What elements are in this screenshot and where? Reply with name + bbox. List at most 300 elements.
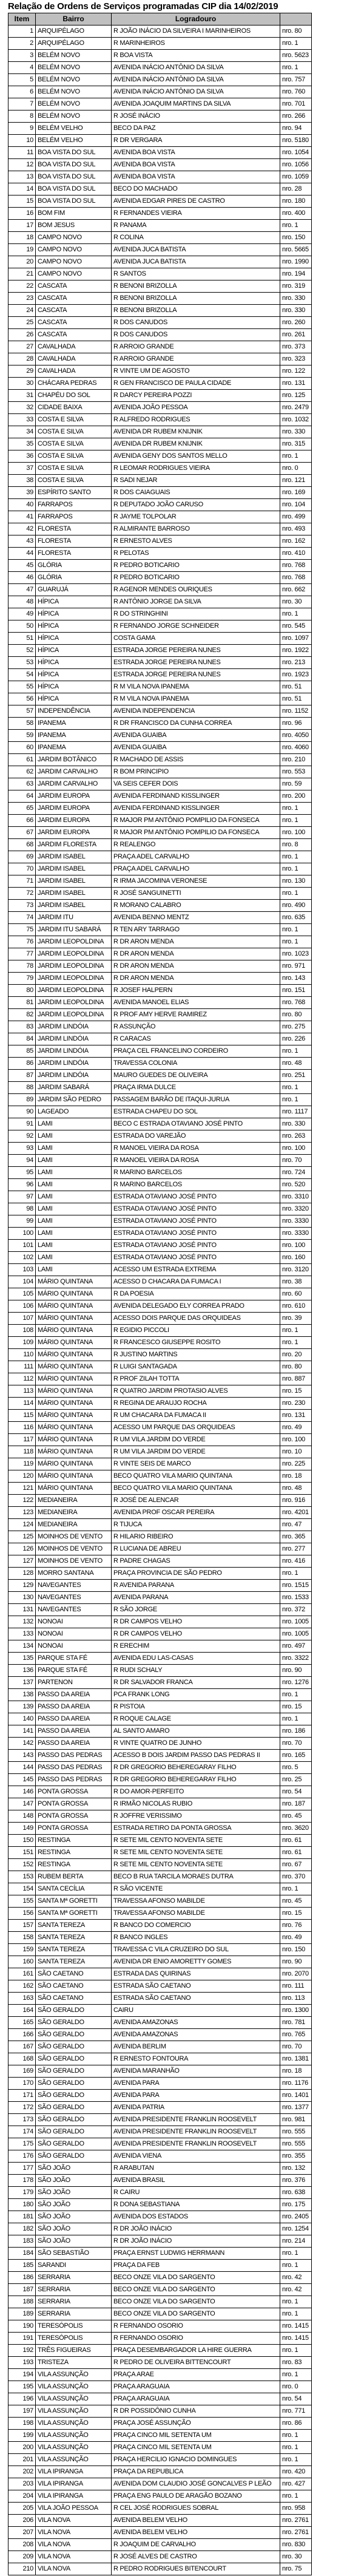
table-row [8, 86, 312, 98]
logradouro-cell: R DR VERGARA [112, 135, 280, 147]
logradouro-cell: PRAÇA ADEL CARVALHO [112, 863, 280, 875]
nro-cell: nro. 916 [280, 1495, 312, 1507]
bairro-cell: SANTA TEREZA [36, 1956, 112, 1968]
bairro-cell: HÍPICA [36, 596, 112, 608]
table-row [8, 608, 312, 620]
logradouro-cell: R REALENGO [112, 839, 280, 851]
bairro-cell: MOINHOS DE VENTO [36, 1543, 112, 1555]
logradouro-cell: R MACHADO DE ASSIS [112, 754, 280, 766]
item-cell: 203 [8, 2478, 36, 2490]
logradouro-cell: R PROF AMY HERVE RAMIREZ [112, 1009, 280, 1021]
nro-cell: nro. 47 [280, 1519, 312, 1531]
item-cell: 104 [8, 1276, 36, 1288]
nro-cell: nro. 1 [280, 38, 312, 50]
table-row [8, 1422, 312, 1434]
nro-cell: nro. 48 [280, 1058, 312, 1070]
logradouro-cell: R DR GREGORIO BEHEREGARAY FILHO [112, 1774, 280, 1786]
item-cell: 173 [8, 2114, 36, 2126]
logradouro-cell: R M VILA NOVA IPANEMA [112, 681, 280, 693]
logradouro-cell: AVENIDA DOM CLAUDIO JOSÉ GONCALVES P LEÃO [112, 2478, 280, 2490]
nro-cell: nro. 42 [280, 2284, 312, 2296]
logradouro-cell: AVENIDA JUCA BATISTA [112, 244, 280, 256]
bairro-cell: VILA NOVA [36, 2551, 112, 2563]
bairro-cell: JARDIM LEOPOLDINA [36, 960, 112, 973]
item-cell: 17 [8, 220, 36, 232]
bairro-cell: JARDIM LINDÓIA [36, 1058, 112, 1070]
bairro-cell: NAVEGANTES [36, 1604, 112, 1616]
table-row [8, 1786, 312, 1798]
bairro-cell: LAMI [36, 1167, 112, 1179]
table-row [8, 2017, 312, 2029]
nro-cell: nro. 1 [280, 2490, 312, 2503]
nro-cell: nro. 151 [280, 985, 312, 997]
logradouro-cell: BECO QUATRO VILA MARIO QUINTANA [112, 1470, 280, 1483]
nro-cell: nro. 490 [280, 900, 312, 912]
nro-cell: nro. 226 [280, 1033, 312, 1045]
table-row [8, 2078, 312, 2090]
nro-cell: nro. 59 [280, 778, 312, 790]
bairro-cell: MÁRIO QUINTANA [36, 1276, 112, 1288]
table-row [8, 2248, 312, 2260]
nro-cell: nro. 768 [280, 997, 312, 1009]
logradouro-cell: AVENIDA MANOEL ELIAS [112, 997, 280, 1009]
bairro-cell: BELÉM NOVO [36, 62, 112, 74]
nro-cell: nro. 4060 [280, 742, 312, 754]
nro-cell: nro. 132 [280, 2163, 312, 2175]
table-row [8, 1738, 312, 1750]
bairro-cell: LAMI [36, 1203, 112, 1215]
item-cell: 63 [8, 778, 36, 790]
table-row [8, 2503, 312, 2515]
logradouro-cell: TRAVESSA C VILA CRUZEIRO DO SUL [112, 1944, 280, 1956]
nro-cell: nro. 1 [280, 1883, 312, 1895]
nro-cell: nro. 96 [280, 718, 312, 730]
logradouro-cell: R IRMÃO NICOLAS RUBIO [112, 1798, 280, 1810]
logradouro-cell: ESTRADA RETIRO DA PONTA GROSSA [112, 1823, 280, 1835]
logradouro-cell: R TIJUCA [112, 1519, 280, 1531]
table-row [8, 2478, 312, 2490]
item-cell: 69 [8, 851, 36, 863]
logradouro-cell: R FERNANDO OSORIO [112, 2320, 280, 2333]
logradouro-cell: R DR ARON MENDA [112, 936, 280, 948]
item-cell: 57 [8, 705, 36, 718]
item-cell: 130 [8, 1592, 36, 1604]
bairro-cell: FLORESTA [36, 523, 112, 535]
table-row [8, 669, 312, 681]
nro-cell: nro. 30 [280, 2551, 312, 2563]
bairro-cell: VILA ASSUNÇÃO [36, 2418, 112, 2430]
logradouro-cell: PRAÇA HERCILIO IGNACIO DOMINGUES [112, 2454, 280, 2466]
bairro-cell: HÍPICA [36, 608, 112, 620]
bairro-cell: VILA NOVA [36, 2527, 112, 2539]
bairro-cell: BELÉM VELHO [36, 135, 112, 147]
logradouro-cell: R BENONI BRIZOLLA [112, 293, 280, 305]
item-cell: 147 [8, 1798, 36, 1810]
bairro-cell: CASCATA [36, 329, 112, 341]
table-row [8, 2515, 312, 2527]
bairro-cell: VILA NOVA [36, 2539, 112, 2551]
nro-cell: nro. 1176 [280, 2078, 312, 2090]
table-row [8, 256, 312, 268]
item-cell: 59 [8, 730, 36, 742]
nro-cell: nro. 20 [280, 1349, 312, 1361]
bairro-cell: JARDIM LINDÓIA [36, 1021, 112, 1033]
item-cell: 117 [8, 1434, 36, 1446]
logradouro-cell: R ARABUTAN [112, 2163, 280, 2175]
table-row [8, 208, 312, 220]
table-row [8, 1288, 312, 1300]
nro-cell: nro. 400 [280, 208, 312, 220]
nro-cell: nro. 3330 [280, 1228, 312, 1240]
table-row [8, 1410, 312, 1422]
bairro-cell: CAVALHADA [36, 365, 112, 378]
nro-cell: nro. 2761 [280, 2527, 312, 2539]
table-row [8, 2296, 312, 2308]
logradouro-cell: PRAÇA DESEMBARGADOR LA HIRE GUERRA [112, 2345, 280, 2357]
bairro-cell: SÃO GERALDO [36, 2005, 112, 2017]
logradouro-cell: AVENIDA BRASIL [112, 2175, 280, 2187]
logradouro-cell: TRAVESSA AFONSO MABILDE [112, 1895, 280, 1908]
item-cell: 171 [8, 2090, 36, 2102]
table-row [8, 718, 312, 730]
table-row [8, 633, 312, 645]
item-cell: 3 [8, 50, 36, 62]
logradouro-cell: AVENIDA INÁCIO ANTÔNIO DA SILVA [112, 86, 280, 98]
nro-cell: nro. 122 [280, 365, 312, 378]
logradouro-cell: R UM VILA JARDIM DO VERDE [112, 1434, 280, 1446]
nro-cell: nro. 1415 [280, 2333, 312, 2345]
bairro-cell: SÃO CAETANO [36, 1993, 112, 2005]
logradouro-cell: R DEPUTADO JOÃO CARUSO [112, 499, 280, 511]
nro-cell: nro. 499 [280, 511, 312, 523]
bairro-cell: HÍPICA [36, 620, 112, 633]
header-row [8, 13, 312, 25]
bairro-cell: MÁRIO QUINTANA [36, 1458, 112, 1470]
bairro-cell: VILA ASSUNÇÃO [36, 2369, 112, 2381]
bairro-cell: TRÊS FIGUEIRAS [36, 2345, 112, 2357]
table-row [8, 815, 312, 827]
bairro-cell: CASCATA [36, 317, 112, 329]
item-cell: 159 [8, 1944, 36, 1956]
table-row [8, 2551, 312, 2563]
logradouro-cell: AL SANTO AMARO [112, 1725, 280, 1738]
bairro-cell: SERRARIA [36, 2284, 112, 2296]
bairro-cell: SÃO JOÃO [36, 2163, 112, 2175]
bairro-cell: INDEPENDÊNCIA [36, 705, 112, 718]
service-orders-table [8, 13, 312, 2575]
table-row [8, 220, 312, 232]
item-cell: 111 [8, 1361, 36, 1373]
table-row [8, 2163, 312, 2175]
table-row [8, 1264, 312, 1276]
bairro-cell: MÁRIO QUINTANA [36, 1313, 112, 1325]
logradouro-cell: PRAÇA ARAGUAIA [112, 2393, 280, 2405]
item-cell: 151 [8, 1847, 36, 1859]
table-row [8, 657, 312, 669]
nro-cell: nro. 61 [280, 1847, 312, 1859]
nro-cell: nro. 10 [280, 1446, 312, 1458]
table-row [8, 365, 312, 378]
item-cell: 72 [8, 888, 36, 900]
bairro-cell: TERESÓPOLIS [36, 2320, 112, 2333]
logradouro-cell: R LEOMAR RODRIGUES VIEIRA [112, 463, 280, 475]
bairro-cell: JARDIM ISABEL [36, 888, 112, 900]
table-row [8, 1835, 312, 1847]
item-cell: 30 [8, 378, 36, 390]
bairro-cell: PASSO DA AREIA [36, 1701, 112, 1713]
nro-cell: nro. 54 [280, 2393, 312, 2405]
logradouro-cell: R DR CAMPOS VELHO [112, 1628, 280, 1640]
logradouro-cell: R BOA VISTA [112, 50, 280, 62]
item-cell: 134 [8, 1640, 36, 1653]
bairro-cell: VILA ASSUNÇÃO [36, 2442, 112, 2454]
table-row [8, 1604, 312, 1616]
bairro-cell: PARQUE STA FÉ [36, 1665, 112, 1677]
nro-cell: nro. 5 [280, 1762, 312, 1774]
table-row [8, 1568, 312, 1580]
table-row [8, 548, 312, 560]
table-row [8, 499, 312, 511]
nro-cell: nro. 1 [280, 2296, 312, 2308]
table-row [8, 2369, 312, 2381]
table-row [8, 232, 312, 244]
table-row [8, 438, 312, 450]
logradouro-cell: AVENIDA PARA [112, 2090, 280, 2102]
nro-cell: nro. 545 [280, 620, 312, 633]
table-row [8, 1349, 312, 1361]
nro-cell: nro. 330 [280, 305, 312, 317]
logradouro-cell: AVENIDA EDGAR PIRES DE CASTRO [112, 195, 280, 208]
bairro-cell: JARDIM LEOPOLDINA [36, 1009, 112, 1021]
nro-cell: nro. 355 [280, 2150, 312, 2163]
nro-cell: nro. 169 [280, 487, 312, 499]
nro-cell: nro. 5623 [280, 50, 312, 62]
logradouro-cell: BECO ONZE VILA DO SARGENTO [112, 2308, 280, 2320]
logradouro-cell: ESTRADA DO VAREJÃO [112, 1130, 280, 1143]
nro-cell: nro. 376 [280, 2175, 312, 2187]
item-cell: 177 [8, 2163, 36, 2175]
logradouro-cell: AVENIDA JUCA BATISTA [112, 256, 280, 268]
table-row [8, 2138, 312, 2150]
bairro-cell: FLORESTA [36, 535, 112, 548]
bairro-cell: MÁRIO QUINTANA [36, 1361, 112, 1373]
logradouro-cell: R VINTE SEIS DE MARCO [112, 1458, 280, 1470]
logradouro-cell: PASSAGEM BARÃO DE ITAQUI-JURUA [112, 1094, 280, 1106]
bairro-cell: CAMPO NOVO [36, 232, 112, 244]
column-header-bairro: Bairro [36, 13, 112, 25]
table-row [8, 1725, 312, 1738]
table-row [8, 1993, 312, 2005]
bairro-cell: SÃO GERALDO [36, 2029, 112, 2041]
bairro-cell: ESPÍRITO SANTO [36, 487, 112, 499]
item-cell: 74 [8, 912, 36, 924]
logradouro-cell: R PEDRO BOTICARIO [112, 572, 280, 584]
bairro-cell: FARRAPOS [36, 511, 112, 523]
bairro-cell: PONTA GROSSA [36, 1823, 112, 1835]
table-row [8, 1543, 312, 1555]
bairro-cell: MEDIANEIRA [36, 1495, 112, 1507]
table-row [8, 1215, 312, 1228]
bairro-cell: COSTA E SILVA [36, 438, 112, 450]
table-row [8, 110, 312, 123]
table-row [8, 1701, 312, 1713]
bairro-cell: HÍPICA [36, 633, 112, 645]
logradouro-cell: R DR JOÃO INÁCIO [112, 2223, 280, 2235]
logradouro-cell: PRAÇA DA FEB [112, 2260, 280, 2272]
item-cell: 33 [8, 414, 36, 426]
bairro-cell: JARDIM LINDÓIA [36, 1045, 112, 1058]
nro-cell: nro. 1023 [280, 948, 312, 960]
nro-cell: nro. 214 [280, 2235, 312, 2248]
bairro-cell: SÃO CAETANO [36, 1980, 112, 1993]
item-cell: 49 [8, 608, 36, 620]
logradouro-cell: AVENIDA DR RUBEM KNIJNIK [112, 426, 280, 438]
logradouro-cell: R BENONI BRIZOLLA [112, 280, 280, 293]
bairro-cell: BOA VISTA DO SUL [36, 171, 112, 183]
table-row [8, 1045, 312, 1058]
nro-cell: nro. 125 [280, 390, 312, 402]
logradouro-cell: AVENIDA DR ENIO AMORETTY GOMES [112, 1956, 280, 1968]
nro-cell: nro. 18 [280, 1470, 312, 1483]
logradouro-cell: R SADI NEJAR [112, 475, 280, 487]
nro-cell: nro. 1117 [280, 1106, 312, 1118]
bairro-cell: NAVEGANTES [36, 1592, 112, 1604]
logradouro-cell: R LUCIANA DE ABREU [112, 1543, 280, 1555]
bairro-cell: LAMI [36, 1130, 112, 1143]
item-cell: 154 [8, 1883, 36, 1895]
table-row [8, 2333, 312, 2345]
nro-cell: nro. 160 [280, 1252, 312, 1264]
logradouro-cell: ESTRADA JORGE PEREIRA NUNES [112, 657, 280, 669]
table-row [8, 1495, 312, 1507]
table-row [8, 2187, 312, 2199]
bairro-cell: GLÓRIA [36, 572, 112, 584]
nro-cell: nro. 373 [280, 341, 312, 353]
item-cell: 79 [8, 973, 36, 985]
item-cell: 188 [8, 2296, 36, 2308]
bairro-cell: BOM JESUS [36, 220, 112, 232]
nro-cell: nro. 1 [280, 1337, 312, 1349]
nro-cell: nro. 131 [280, 378, 312, 390]
item-cell: 29 [8, 365, 36, 378]
nro-cell: nro. 555 [280, 2138, 312, 2150]
logradouro-cell: R REGINA DE ARAUJO ROCHA [112, 1398, 280, 1410]
item-cell: 126 [8, 1543, 36, 1555]
item-cell: 178 [8, 2175, 36, 2187]
nro-cell: nro. 724 [280, 1167, 312, 1179]
logradouro-cell: R DARCY PEREIRA POZZI [112, 390, 280, 402]
bairro-cell: JARDIM LINDÓIA [36, 1033, 112, 1045]
table-row [8, 1920, 312, 1932]
item-cell: 71 [8, 875, 36, 888]
table-row [8, 402, 312, 414]
item-cell: 131 [8, 1604, 36, 1616]
table-row [8, 1555, 312, 1568]
item-cell: 35 [8, 438, 36, 450]
nro-cell: nro. 180 [280, 195, 312, 208]
table-row [8, 1325, 312, 1337]
logradouro-cell: PRAÇA ERNST LUDWIG HERRMANN [112, 2248, 280, 2260]
logradouro-cell: AVENIDA DELEGADO ELY CORREA PRADO [112, 1300, 280, 1313]
item-cell: 193 [8, 2357, 36, 2369]
bairro-cell: SÃO CAETANO [36, 1968, 112, 1980]
logradouro-cell: PRAÇA CEL FRANCELINO CORDEIRO [112, 1045, 280, 1058]
item-cell: 5 [8, 74, 36, 86]
table-row [8, 560, 312, 572]
item-cell: 152 [8, 1859, 36, 1871]
item-cell: 161 [8, 1968, 36, 1980]
logradouro-cell: R IRMA JACOMINA VERONESE [112, 875, 280, 888]
bairro-cell: CHÁCARA PEDRAS [36, 378, 112, 390]
item-cell: 1 [8, 25, 36, 38]
bairro-cell: LAMI [36, 1191, 112, 1203]
nro-cell: nro. 1 [280, 803, 312, 815]
table-row [8, 1033, 312, 1045]
logradouro-cell: TRAVESSA COLONIA [112, 1058, 280, 1070]
table-row [8, 1118, 312, 1130]
bairro-cell: HÍPICA [36, 645, 112, 657]
nro-cell: nro. 1005 [280, 1628, 312, 1640]
item-cell: 118 [8, 1446, 36, 1458]
table-row [8, 2490, 312, 2503]
item-cell: 199 [8, 2430, 36, 2442]
table-row [8, 353, 312, 365]
bairro-cell: BELÉM VELHO [36, 123, 112, 135]
item-cell: 62 [8, 766, 36, 778]
nro-cell: nro. 370 [280, 1871, 312, 1883]
logradouro-cell: R PEDRO DE OLIVEIRA BITTENCOURT [112, 2357, 280, 2369]
nro-cell: nro. 165 [280, 1750, 312, 1762]
item-cell: 78 [8, 960, 36, 973]
logradouro-cell: AVENIDA JOÃO PESSOA [112, 402, 280, 414]
nro-cell: nro. 958 [280, 2503, 312, 2515]
table-row [8, 1798, 312, 1810]
logradouro-cell: R JOÃO INÁCIO DA SILVEIRA I MARINHEIROS [112, 25, 280, 38]
nro-cell: nro. 194 [280, 268, 312, 280]
item-cell: 141 [8, 1725, 36, 1738]
bairro-cell: SERRARIA [36, 2272, 112, 2284]
bairro-cell: SÃO GERALDO [36, 2053, 112, 2065]
bairro-cell: SÃO GERALDO [36, 2041, 112, 2053]
bairro-cell: NAVEGANTES [36, 1580, 112, 1592]
logradouro-cell: R PEDRO RODRIGUES BITENCOURT [112, 2563, 280, 2575]
item-cell: 34 [8, 426, 36, 438]
bairro-cell: SÃO GERALDO [36, 2065, 112, 2078]
table-row [8, 1944, 312, 1956]
logradouro-cell: R MAJOR PM ANTÔNIO POMPILIO DA FONSECA [112, 815, 280, 827]
logradouro-cell: PRAÇA ARAGUAIA [112, 2381, 280, 2393]
item-cell: 39 [8, 487, 36, 499]
table-row [8, 74, 312, 86]
table-row [8, 900, 312, 912]
bairro-cell: BOA VISTA DO SUL [36, 195, 112, 208]
table-row [8, 2235, 312, 2248]
nro-cell: nro. 51 [280, 693, 312, 705]
bairro-cell: MOINHOS DE VENTO [36, 1555, 112, 1568]
table-row [8, 1689, 312, 1701]
item-cell: 54 [8, 669, 36, 681]
item-cell: 95 [8, 1167, 36, 1179]
logradouro-cell: R DR ARON MENDA [112, 973, 280, 985]
bairro-cell: SÃO GERALDO [36, 2150, 112, 2163]
item-cell: 80 [8, 985, 36, 997]
bairro-cell: SERRARIA [36, 2296, 112, 2308]
nro-cell: nro. 1 [280, 2308, 312, 2320]
table-row [8, 2393, 312, 2405]
nro-cell: nro. 2070 [280, 1968, 312, 1980]
bairro-cell: JARDIM SABARÁ [36, 1082, 112, 1094]
bairro-cell: JARDIM ISABEL [36, 863, 112, 875]
